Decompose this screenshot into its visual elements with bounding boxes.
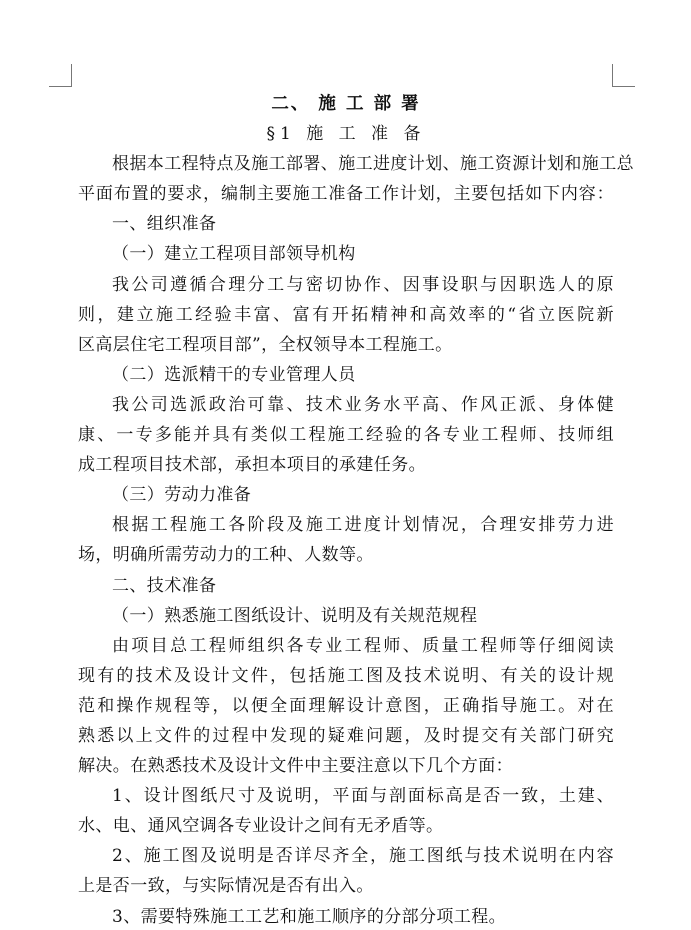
paragraph-line: 成工程项目技术部，承担本项目的承建任务。 [78,455,426,476]
paragraph-line: 区高层住宅工程项目部”，全权领导本工程施工。 [78,334,453,355]
paragraph-line: 现有的技术及设计文件，包括施工图及技术说明、有关的设计规 [78,665,614,686]
paragraph-line: 根据工程施工各阶段及施工进度计划情况，合理安排劳力进 [112,515,614,536]
section-title: 二、 施 工 部 署 [271,94,421,114]
heading-line: （一）熟悉施工图纸设计、说明及有关规范规程 [112,605,478,626]
paragraph-line: 1、设计图纸尺寸及说明，平面与剖面标高是否一致，土建、 [112,786,614,807]
section-subtitle: §1 施 工 准 备 [266,124,426,145]
paragraph-line: 场，明确所需劳动力的工种、人数等。 [78,545,374,566]
margin-corner-mark-left [49,64,72,87]
paragraph-line: 水、电、通风空调各专业设计之间有无矛盾等。 [78,816,444,837]
heading-line: （一）建立工程项目部领导机构 [112,244,356,265]
paragraph-line: 3、需要特殊施工工艺和施工顺序的分部分项工程。 [112,906,507,927]
paragraph-line: 我公司选派政治可靠、技术业务水平高、作风正派、身体健 [112,394,614,415]
body-text [78,149,634,930]
paragraph-line: 2、施工图及说明是否详尽齐全，施工图纸与技术说明在内容 [112,846,614,867]
paragraph-line: 我公司遵循合理分工与密切协作、因事设职与因职选人的原 [112,274,614,295]
heading-line: 一、组织准备 [112,214,217,235]
heading-line: （二）选派精干的专业管理人员 [112,364,356,385]
paragraph-line: 根据本工程特点及施工部署、施工进度计划、施工资源计划和施工总 [112,154,634,175]
paragraph-line: 熟悉以上文件的过程中发现的疑难问题，及时提交有关部门研究 [78,725,614,746]
paragraph-line: 上是否一致，与实际情况是否有出入。 [78,876,374,897]
heading-line: 二、技术准备 [112,575,217,596]
paragraph-line: 康、一专多能并具有类似工程施工经验的各专业工程师、技师组 [78,425,614,446]
paragraph-line: 由项目总工程师组织各专业工程师、质量工程师等仔细阅读 [112,635,614,656]
paragraph-line: 范和操作规程等，以便全面理解设计意图，正确指导施工。对在 [78,695,614,716]
heading-line: （三）劳动力准备 [112,485,252,506]
margin-corner-mark-right [612,64,635,87]
paragraph-line: 解决。在熟悉技术及设计文件中主要注意以下几个方面： [78,756,513,777]
paragraph-line: 则，建立施工经验丰富、富有开拓精神和高效率的“省立医院新 [78,304,614,325]
paragraph-line: 平面布置的要求，编制主要施工准备工作计划，主要包括如下内容： [78,184,614,205]
document-body [78,89,634,930]
